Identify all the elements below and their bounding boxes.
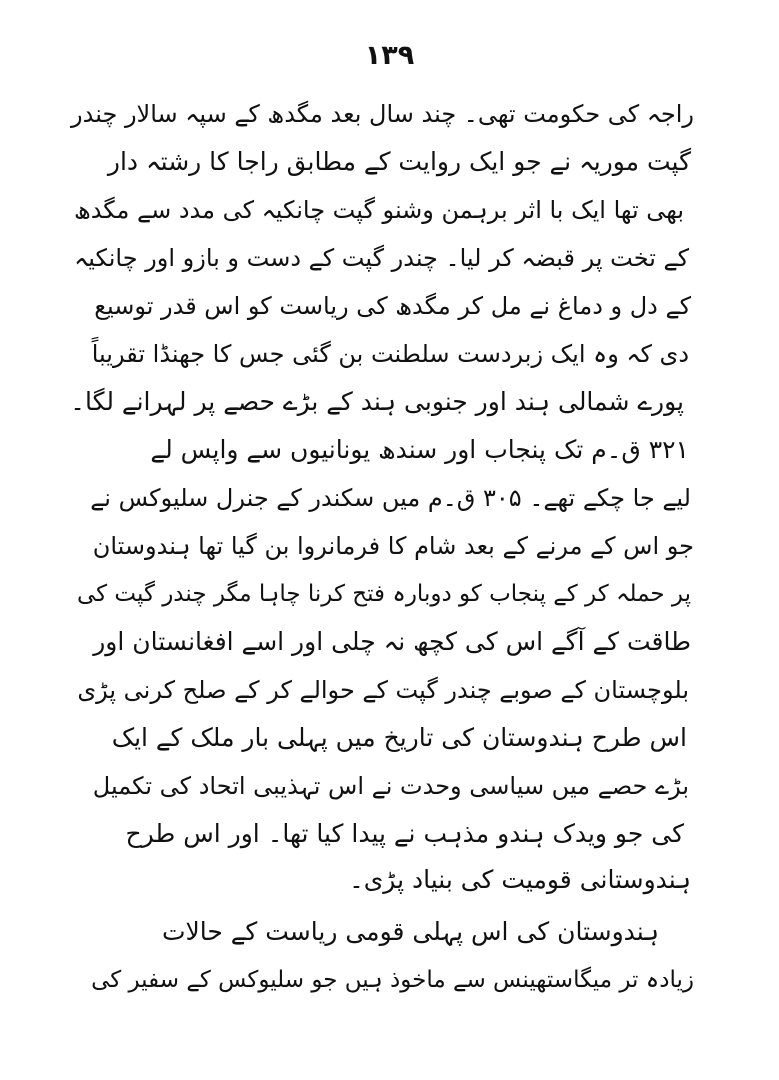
- text-line: کی جو ویدک ہندو مذہب نے پیدا کیا تھا۔ اور اس طرح: [125, 819, 684, 848]
- text-line: ہندوستان کی اس پہلی قومی ریاست کے حالات: [161, 917, 659, 946]
- text-line: بلوچستان کے صوبے چندر گپت کے حوالے کر کے صلح کرنی پڑی: [77, 676, 689, 704]
- text-line: کے دل و دماغ نے مل کر مگدھ کی ریاست کو اس قدر توسیع: [94, 292, 691, 320]
- text-line: طاقت کے آگے اس کی کچھ نہ چلی اور اسے افغانستان اور: [93, 627, 691, 656]
- text-line: راجہ کی حکومت تھی۔ چند سال بعد مگدھ کے سپہ سالار چندر: [71, 100, 694, 128]
- text-line: جو اس کے مرنے کے بعد شام کا فرمانروا بن گیا تھا ہندوستان: [92, 532, 694, 560]
- text-line: لیے جا چکے تھے۔ ۳۰۵ ق۔م میں سکندر کے جنرل سلیوکس نے: [90, 484, 691, 512]
- text-line: دی کہ وہ ایک زبردست سلطنت بن گئی جس کا جھنڈا تقریباً: [91, 340, 689, 368]
- text-line: کے تخت پر قبضہ کر لیا۔ چندر گپت کے دست و بازو اور چانکیہ: [74, 244, 689, 272]
- text-line: پورے شمالی ہند اور جنوبی ہند کے بڑے حصے پر لہرانے لگا۔: [70, 387, 684, 416]
- text-line: بڑے حصے میں سیاسی وحدت نے اس تہذیبی اتحاد کی تکمیل: [92, 772, 689, 800]
- text-line: زیادہ تر میگاستھینس سے ماخوذ ہیں جو سلیوکس کے سفیر کی: [91, 967, 694, 993]
- text-line: ہندوستانی قومیت کی بنیاد پڑی۔: [349, 865, 691, 894]
- text-line: اس طرح ہندوستان کی تاریخ میں پہلی بار ملک کے ایک: [111, 723, 687, 752]
- text-line: پر حملہ کر کے پنجاب کو دوبارہ فتح کرنا چاہا مگر چندر گپت کی: [76, 581, 691, 607]
- text-line: گپت موریہ نے جو ایک روایت کے مطابق راجا کا رشتہ دار: [107, 147, 691, 176]
- text-line: بھی تھا ایک با اثر برہمن وشنو گپت چانکیہ کی مدد سے مگدھ: [73, 196, 684, 224]
- page-number: ١٣٩: [364, 40, 415, 71]
- text-line: ۳۲۱ ق۔م تک پنجاب اور سندھ یونانیوں سے واپس لے: [150, 435, 689, 464]
